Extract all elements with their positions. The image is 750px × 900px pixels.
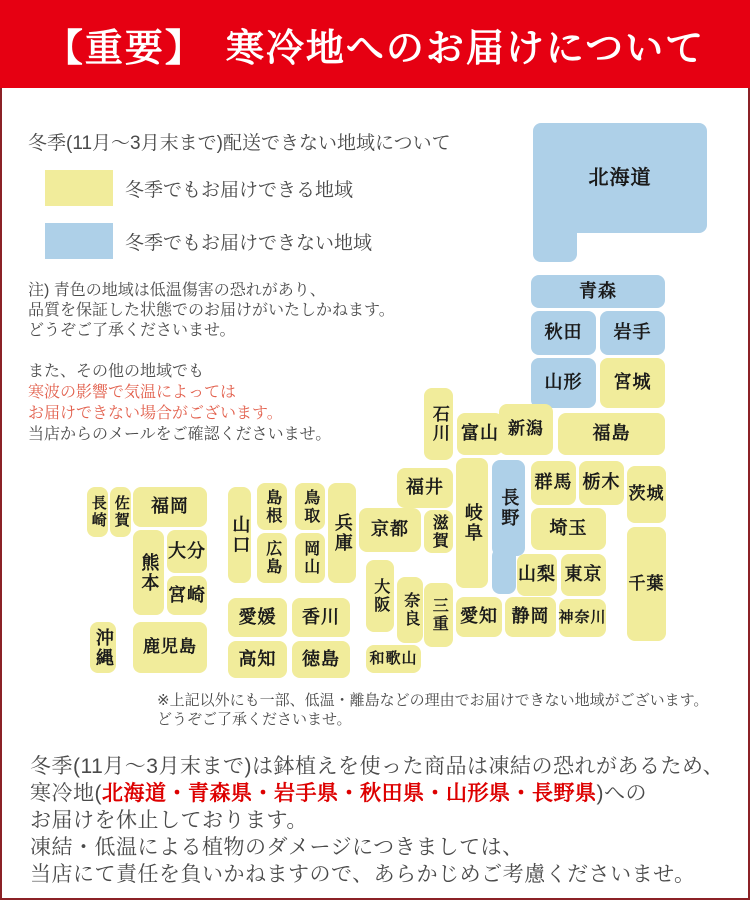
- footer-text: 凍結・低温による植物のダメージにつきましては、: [30, 836, 524, 859]
- map-tile-label: 高知: [238, 648, 277, 669]
- map-tile-label: 和歌山: [369, 649, 418, 667]
- footer-line: [30, 753, 724, 780]
- map-tile-kochi: [228, 641, 287, 678]
- map-tile-wakayama: [366, 645, 421, 673]
- map-tile-ishikawa: [424, 388, 453, 460]
- map-tile-miyazaki: [167, 576, 207, 615]
- map-tile-label: 徳島: [302, 648, 340, 669]
- footnote: [157, 691, 708, 729]
- map-tile-label: 福井: [406, 477, 444, 498]
- map-tile-saitama: [531, 508, 606, 550]
- map-tile-label: 千葉: [628, 573, 665, 593]
- note-line: 寒波の影響で気温によっては: [28, 384, 237, 401]
- note-line: お届けできない場合がございます。: [28, 405, 283, 422]
- map-tile-label: 奈良: [401, 592, 419, 628]
- map-tile-label: 岐阜: [462, 503, 483, 543]
- map-tile-yamaguchi: [228, 487, 251, 583]
- map-tile-label: 山梨: [518, 564, 556, 585]
- map-tile-hokkaido-part1: [533, 205, 577, 262]
- footer-text: )への: [596, 782, 647, 805]
- page-title: 【重要】 寒冷地へのお届けについて: [44, 27, 706, 70]
- map-tile-akita: [531, 311, 596, 355]
- map-tile-label: 宮城: [613, 372, 652, 393]
- map-tile-label: 群馬: [534, 472, 573, 493]
- footer-line: [30, 861, 724, 888]
- map-tile-label: 長崎: [89, 495, 107, 529]
- map-tile-label: 長野: [499, 488, 520, 528]
- map-tile-label: 北海道: [588, 167, 652, 189]
- map-tile-tochigi: [579, 461, 624, 505]
- map-tile-fukui: [397, 468, 453, 508]
- map-tile-iwate: [600, 311, 665, 355]
- map-tile-label: 島根: [263, 488, 281, 525]
- map-tile-shizuoka: [505, 597, 556, 637]
- map-tile-tokushima: [292, 641, 350, 678]
- legend-label: 冬季でもお届けできない地域: [125, 232, 373, 254]
- map-tile-label: 大阪: [371, 578, 389, 614]
- footnote-line: ※上記以外にも一部、低温・離島などの理由でお届けできない地域がございます。: [157, 692, 709, 709]
- map-tile-label: 愛知: [460, 606, 498, 627]
- page-border-left: [0, 88, 2, 900]
- map-tile-label: 熊本: [139, 552, 160, 593]
- map-tile-tokyo: [561, 554, 606, 596]
- map-tile-label: 石川: [429, 405, 449, 443]
- map-tile-gunma: [531, 461, 576, 505]
- map-tile-ehime: [228, 598, 287, 637]
- note-line: 品質を保証した状態でのお届けがいたしかねます。: [28, 302, 395, 319]
- map-tile-toyama: [457, 413, 503, 455]
- footer-text: 当店にて責任を負いかねますので、あらかじめご考慮くださいませ。: [30, 863, 696, 886]
- map-tile-label: 京都: [371, 519, 409, 540]
- map-tile-gifu: [456, 458, 488, 588]
- map-tile-label: 沖縄: [93, 627, 114, 668]
- map-tile-hiroshima: [257, 533, 287, 583]
- map-tile-label: 山形: [544, 372, 583, 393]
- note-line: 当店からのメールをご確認くださいませ。: [28, 426, 332, 443]
- map-tile-nara: [397, 577, 423, 643]
- map-tile-kumamoto: [133, 530, 164, 615]
- map-tile-oita: [167, 530, 207, 573]
- map-tile-fukuoka: [133, 487, 207, 527]
- footer-text: 冬季(11月〜3月末まで)は鉢植えを使った商品は凍結の恐れがあるため、: [30, 755, 725, 778]
- map-tile-label: 鳥取: [301, 488, 319, 525]
- legend-label: 冬季でもお届けできる地域: [125, 179, 354, 201]
- footer-line: [30, 807, 724, 834]
- footer-text: お届けを休止しております。: [30, 809, 308, 832]
- map-tile-kagoshima: [133, 622, 207, 673]
- map-tile-label: 三重: [430, 597, 448, 633]
- note-line: 注) 青色の地域は低温傷害の恐れがあり、: [28, 282, 326, 299]
- map-tile-kyoto: [359, 508, 421, 552]
- map-tile-aichi: [456, 597, 502, 637]
- map-tile-label: 福岡: [151, 496, 189, 517]
- map-tile-nagano-part1: [492, 548, 516, 594]
- map-tile-label: 新潟: [508, 419, 544, 439]
- map-tile-okinawa: [90, 622, 116, 673]
- footer-line: [30, 780, 724, 807]
- map-tile-label: 栃木: [582, 472, 621, 493]
- map-tile-label: 静岡: [511, 606, 550, 627]
- map-tile-label: 大分: [168, 540, 206, 561]
- map-tile-label: 香川: [302, 606, 340, 627]
- map-tile-aomori: [531, 275, 665, 308]
- map-tile-okayama: [295, 533, 325, 583]
- map-tile-label: 青森: [579, 280, 617, 301]
- map-tile-hyogo: [328, 483, 356, 583]
- map-tile-label: 岡山: [301, 540, 319, 576]
- map-tile-tottori: [295, 483, 325, 530]
- map-tile-kanagawa: [559, 599, 606, 637]
- map-tile-shiga: [424, 510, 453, 553]
- map-tile-label: 滋賀: [430, 513, 448, 550]
- map-tile-label: 宮崎: [168, 584, 206, 605]
- map-tile-niigata: [499, 404, 553, 455]
- map-tile-label: 愛媛: [238, 606, 277, 627]
- map-tile-label: 兵庫: [332, 513, 353, 553]
- map-tile-label: 茨城: [628, 484, 665, 504]
- map-tile-label: 岩手: [613, 322, 652, 343]
- map-tile-label: 鹿児島: [143, 637, 197, 657]
- map-tile-osaka: [366, 560, 394, 632]
- map-tile-nagano: [492, 460, 525, 556]
- map-tile-saga: [110, 487, 131, 537]
- footer-notice: [30, 753, 724, 888]
- map-tile-kagawa: [292, 598, 350, 637]
- footer-text: 寒冷地(: [30, 782, 102, 805]
- map-tile-fukushima: [558, 413, 665, 455]
- note-line: どうぞご了承くださいませ。: [28, 322, 236, 339]
- note-line: また、その他の地域でも: [28, 363, 205, 380]
- footer-cold-region-list: 北海道・青森県・岩手県・秋田県・山形県・長野県: [102, 782, 597, 805]
- footnote-line: どうぞご了承くださいませ。: [157, 711, 352, 728]
- map-tile-yamagata: [531, 358, 596, 408]
- map-tile-label: 富山: [461, 423, 499, 444]
- map-tile-label: 神奈川: [558, 608, 607, 626]
- map-tile-label: 東京: [564, 564, 603, 585]
- map-tile-ibaraki: [627, 466, 666, 523]
- map-tile-label: 山口: [230, 515, 251, 555]
- map-tile-label: 埼玉: [549, 518, 588, 539]
- map-tile-label: 福島: [592, 423, 631, 444]
- legend-title: 冬季(11月〜3月末まで)配送できない地域について: [28, 133, 451, 154]
- map-tile-mie: [424, 583, 453, 647]
- map-tile-yamanashi: [517, 554, 557, 596]
- map-tile-label: 佐賀: [112, 495, 130, 529]
- map-tile-shimane: [257, 483, 287, 530]
- map-tile-nagasaki: [87, 487, 108, 537]
- map-tile-chiba: [627, 527, 666, 641]
- map-tile-label: 広島: [263, 540, 281, 576]
- map-tile-label: 秋田: [544, 322, 583, 343]
- footer-line: [30, 834, 724, 861]
- map-tile-miyagi: [600, 358, 665, 408]
